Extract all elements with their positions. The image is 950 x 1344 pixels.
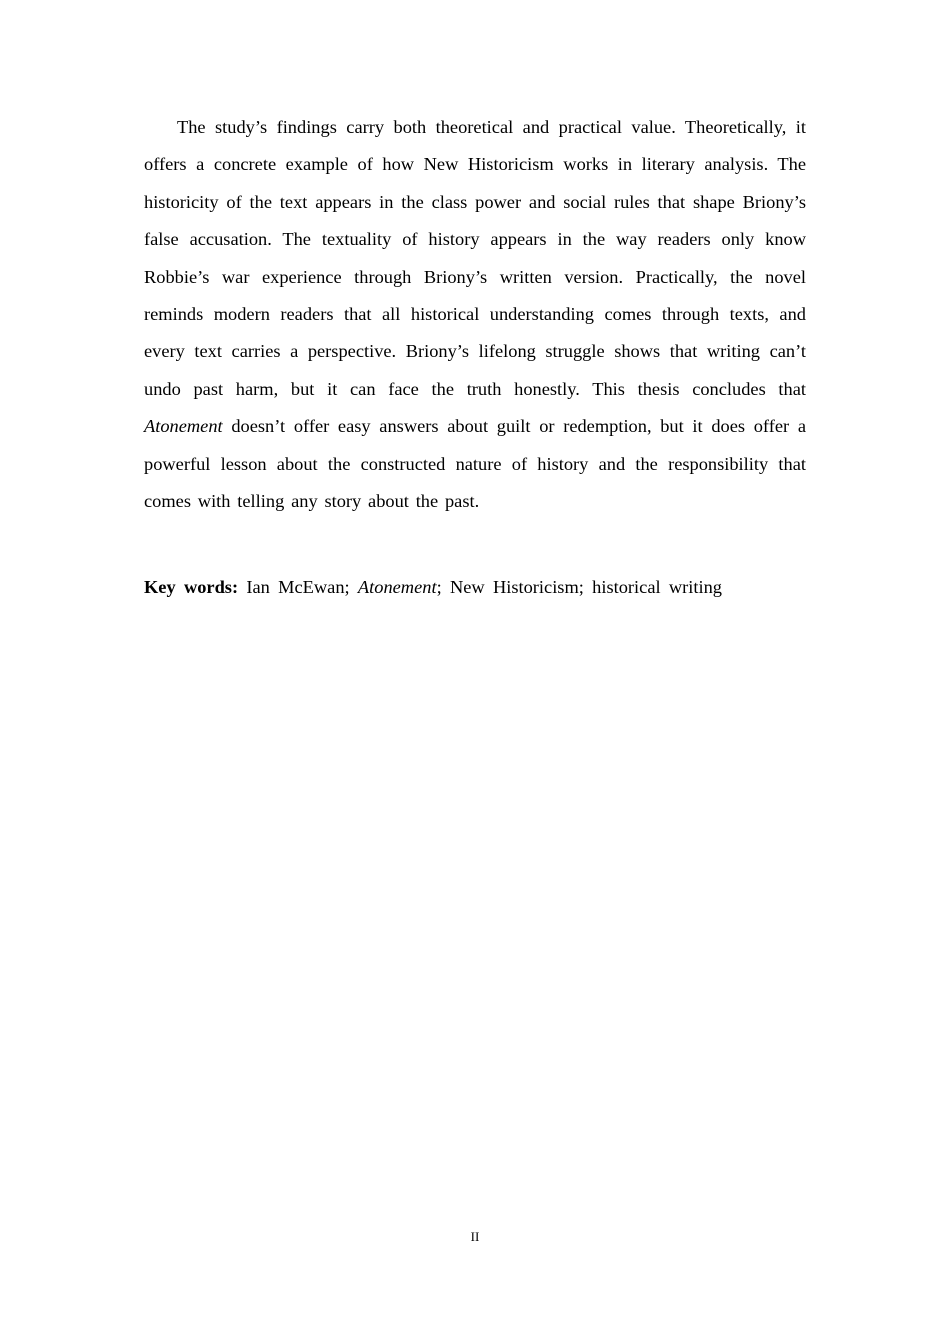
- abstract-paragraph: [144, 109, 806, 520]
- keywords-label: Key words:: [144, 577, 239, 597]
- abstract-title-italic: Atonement: [144, 416, 223, 437]
- page-number: II: [470, 1229, 480, 1244]
- keywords-line: [144, 569, 806, 606]
- keyword-item-1: Ian McEwan;: [238, 577, 358, 597]
- keyword-item-2-italic: Atonement: [357, 577, 437, 597]
- abstract-text-part2: doesn’t offer easy answers about guilt or redemption, but it does offer a powerful lesson about the constructed nature of history and the responsibility that comes with telling any story about the past.: [144, 416, 806, 512]
- keyword-item-3: ; New Historicism; historical writing: [436, 577, 722, 597]
- abstract-text-part1: The study’s findings carry both theoretical and practical value. Theoretically, it offers a concrete example of how New Historicism works in literary analysis. The historicity of the text appears in the class power and social rules that shape Briony’s false accusation. The textuality of history appears in the way readers only know Robbie’s war experience through Briony’s written version. Practically, the novel reminds modern readers that all historical understanding comes through texts, and every text carries a perspective. Briony’s lifelong struggle shows that writing can’t undo past harm, but it can face the truth honestly. This thesis concludes that: [144, 117, 806, 399]
